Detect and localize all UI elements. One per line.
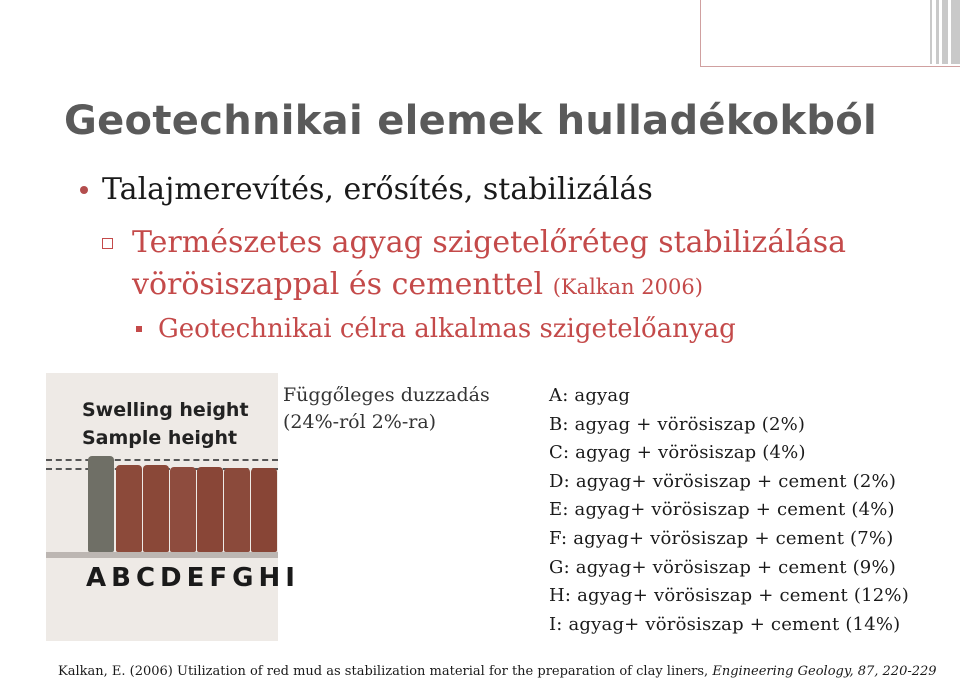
legend-item-i: I: agyag+ vörösiszap + cement (14%) [549, 613, 901, 635]
sample-cylinder-e [197, 467, 223, 552]
sample-photo [46, 373, 300, 641]
sample-cylinder-g [251, 468, 277, 552]
bullet-dot-icon [80, 186, 88, 194]
sample-cylinder-a [88, 456, 114, 552]
bullet-small-square-icon [136, 326, 142, 332]
bullet-level-3-text: Geotechnikai célra alkalmas szigetelőanyag [158, 314, 736, 344]
corner-line-horizontal [700, 66, 960, 67]
bullet-level-3 [136, 314, 736, 344]
legend-item-b: B: agyag + vörösiszap (2%) [549, 413, 806, 435]
legend-item-d: D: agyag+ vörösiszap + cement (2%) [549, 470, 897, 492]
bullet-level-2-line2 [132, 264, 822, 308]
sample-cylinder-b [116, 465, 142, 552]
top-right-decoration [951, 0, 960, 64]
slide-title: Geotechnikai elemek hulladékokból [64, 98, 878, 144]
reference-journal: Engineering Geology, 87, 220-229 [712, 664, 937, 679]
reference-text: Kalkan, E. (2006) Utilization of red mud as stabilization material for the preparation of clay liners, [58, 664, 713, 679]
sample-letters: ABCDEFGHI [86, 563, 300, 593]
swelling-dash-line [46, 459, 278, 461]
top-right-decoration [942, 0, 948, 64]
legend-item-g: G: agyag+ vörösiszap + cement (9%) [549, 556, 896, 578]
sample-cylinder-d [170, 467, 196, 552]
photo-label-swelling: Swelling height [82, 399, 249, 421]
swelling-note-line1: Függőleges duzzadás [283, 384, 490, 406]
swelling-note-line2: (24%-ról 2%-ra) [283, 411, 437, 433]
sample-legend [549, 382, 909, 639]
legend-item-c: C: agyag + vörösiszap (4%) [549, 442, 806, 464]
legend-item-a: A: agyag [549, 385, 631, 406]
bullet-level-1 [80, 172, 653, 207]
bullet-level-1-text: Talajmerevítés, erősítés, stabilizálás [102, 172, 653, 207]
sample-cylinder-f [224, 468, 250, 552]
legend-item-e: E: agyag+ vörösiszap + cement (4%) [549, 499, 895, 521]
top-right-decoration [930, 0, 932, 64]
corner-line-vertical [700, 0, 701, 66]
sample-cylinder-c [143, 465, 169, 552]
top-right-decoration [936, 0, 939, 64]
sample-base [46, 552, 278, 558]
photo-label-sample: Sample height [82, 427, 238, 449]
bullet-square-icon [102, 238, 113, 249]
citation: (Kalkan 2006) [552, 275, 703, 299]
legend-item-h: H: agyag+ vörösiszap + cement (12%) [549, 585, 909, 607]
reference-footer [58, 664, 937, 679]
bullet-level-2-line1: Természetes agyag szigetelőréteg stabilizálása [132, 225, 846, 260]
swelling-note [283, 382, 490, 436]
legend-item-f: F: agyag+ vörösiszap + cement (7%) [549, 527, 894, 549]
bullet-level-2 [102, 222, 846, 308]
bullet-level-2-line2-text: vörösiszappal és cementtel [132, 267, 544, 302]
